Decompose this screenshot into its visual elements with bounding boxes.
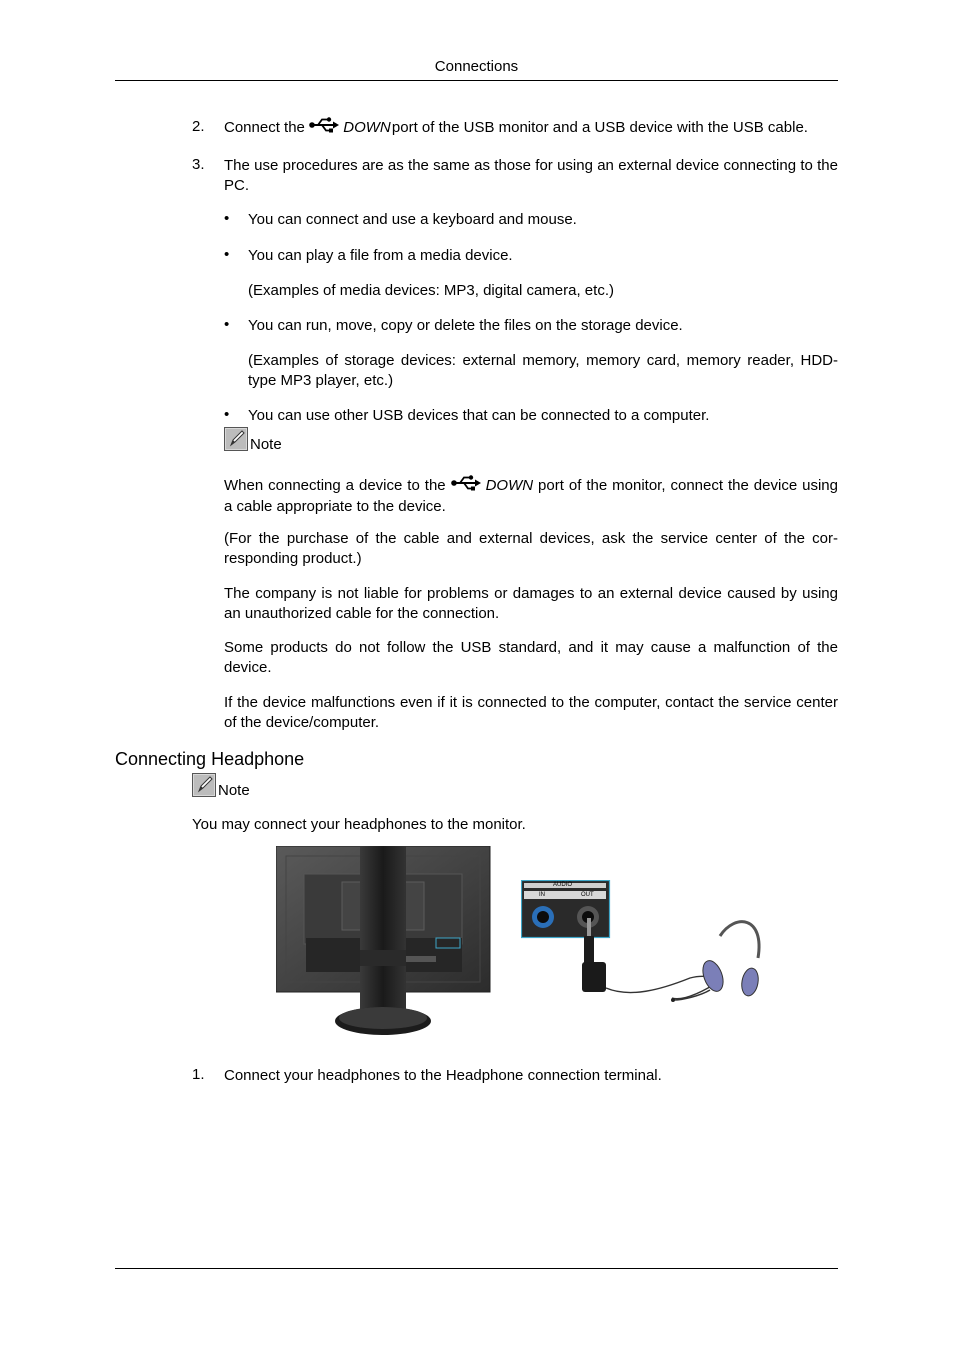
note-p1-after: port of the monitor, connect the device using a cable appropriate to the device. xyxy=(224,477,838,515)
note-heading xyxy=(224,427,282,451)
usb-icon xyxy=(309,117,339,139)
bullet-marker: • xyxy=(224,406,230,423)
bullet-marker: • xyxy=(224,316,230,333)
bullet-text: You can use other USB devices that can be connected to a computer. xyxy=(248,407,710,424)
usb-icon xyxy=(451,475,481,497)
bullet-text: You can connect and use a keyboard and mouse. xyxy=(248,211,577,228)
note-p1-before: When connecting a device to the xyxy=(224,477,446,494)
bullet-text: You can play a file from a media device. xyxy=(248,247,513,264)
item2-text-before: Connect the xyxy=(224,119,305,136)
audio-out-label: OUT xyxy=(581,892,594,898)
headphone-intro: You may connect your headphones to the monitor. xyxy=(192,816,526,833)
header-rule xyxy=(115,80,838,81)
monitor-rear-illustration xyxy=(276,846,491,1042)
note-pencil-icon xyxy=(224,427,248,451)
note-paragraph-1 xyxy=(224,475,838,516)
list-number: 3. xyxy=(192,156,205,173)
section-title: Connecting Headphone xyxy=(115,749,305,769)
item3-text: The use procedures are as the same as those for using an external device connecting to the PC. xyxy=(224,157,838,194)
bullet-subtext: (Examples of media devices: MP3, digital camera, etc.) xyxy=(248,282,614,299)
bullet-marker: • xyxy=(224,210,230,227)
note-label: Note xyxy=(250,436,282,453)
note-pencil-icon xyxy=(192,773,216,797)
note-paragraph-3: The company is not liable for problems or damages to an external device caused by using an unauthorized cable for the connection. xyxy=(224,585,838,622)
audio-panel-heading: AUDIO xyxy=(553,882,573,888)
item2-text-after: port of the USB monitor and a USB device with the USB cable. xyxy=(391,119,808,136)
note-heading xyxy=(192,773,250,797)
port-label-down: DOWN xyxy=(343,119,391,136)
item2-text xyxy=(224,117,864,139)
note-paragraph-5: If the device malfunctions even if it is connected to the computer, contact the service center of the device/computer. xyxy=(224,694,838,731)
bullet-marker: • xyxy=(224,246,230,263)
port-label-down: DOWN xyxy=(485,477,534,494)
note-label: Note xyxy=(218,782,250,799)
audio-in-label: IN xyxy=(539,892,545,898)
note-paragraph-4: Some products do not follow the USB standard, and it may cause a malfunction of the device. xyxy=(224,639,838,676)
step1-text: Connect your headphones to the Headphone connection terminal. xyxy=(224,1067,662,1084)
list-number: 1. xyxy=(192,1066,205,1083)
note-paragraph-2: (For the purchase of the cable and external devices, ask the service center of the cor-responding product.) xyxy=(224,530,838,567)
bullet-subtext: (Examples of storage devices: external memory, memory card, memory reader, HDD-type MP3 player, etc.) xyxy=(248,352,838,389)
headphone-illustration xyxy=(560,918,770,1022)
bullet-text: You can run, move, copy or delete the files on the storage device. xyxy=(248,317,683,334)
list-number: 2. xyxy=(192,118,205,135)
page-header-title: Connections xyxy=(434,58,519,75)
footer-rule xyxy=(115,1268,838,1269)
